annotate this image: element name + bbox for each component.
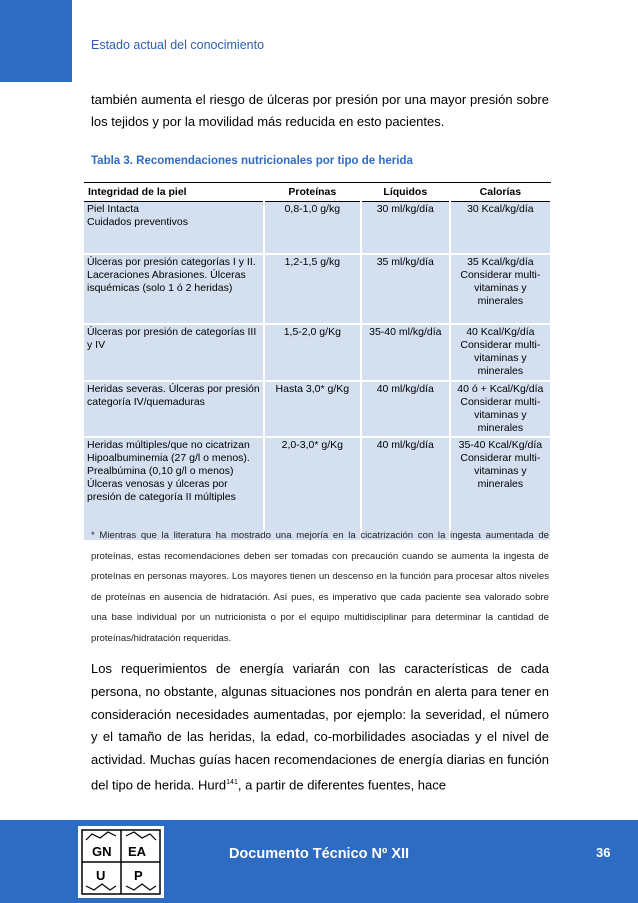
table-caption: Tabla 3. Recomendaciones nutricionales por tipo de herida xyxy=(91,155,413,167)
header-color-block xyxy=(0,0,72,82)
running-header: Estado actual del conocimiento xyxy=(91,38,265,52)
table-cell: 40 ml/kg/día xyxy=(361,381,450,437)
table-cell: 1,5-2,0 g/Kg xyxy=(264,324,361,381)
table-row xyxy=(84,324,551,381)
paragraph-text: Los requerimientos de energía variarán con las características de cada persona, no obstante, algunas situaciones nos pondrán en alerta para tener en consideración necesidades aumentadas, por ejemplo: la severidad, el número y el tamaño de las heridas, la edad, co-morbilidades asociadas y el nivel de actividad. Muchas guías hacen recomendaciones de energía diarias en función del tipo de herida. Hurd xyxy=(91,661,549,793)
table-cell: Heridas múltiples/que no cicatrizan Hipoalbuminemia (27 g/l o menos). Prealbúmina (0,10 g/l o menos) Úlceras venosas y úlceras por presión de categoría II múltiples xyxy=(84,437,264,541)
table-cell: 30 ml/kg/día xyxy=(361,202,450,254)
table-row xyxy=(84,437,551,541)
page-number: 36 xyxy=(596,845,611,860)
table-row xyxy=(84,254,551,324)
table-cell: Úlceras por presión de categorías III y IV xyxy=(84,324,264,381)
body-paragraph xyxy=(91,658,549,797)
table-cell: 2,0-3,0* g/Kg xyxy=(264,437,361,541)
header-liquidos: Líquidos xyxy=(361,183,450,202)
header-integridad: Integridad de la piel xyxy=(84,183,264,202)
citation-ref: 141 xyxy=(226,778,238,786)
table-cell: 30 Kcal/kg/día xyxy=(450,202,551,254)
header-proteinas: Proteínas xyxy=(264,183,361,202)
paragraph-tail: , a partir de diferentes fuentes, hace xyxy=(237,777,446,793)
logo-text-gn: GN xyxy=(92,844,112,859)
table-cell: Heridas severas. Úlceras por presión categoría IV/quemaduras xyxy=(84,381,264,437)
table-footnote: * Mientras que la literatura ha mostrado una mejoría en la cicatrización con la ingesta aumentada de proteínas, estas recomendaciones deben ser tomadas con precaución cuando se aumenta la ingesta de proteínas en personas mayores. Los mayores tienen un descenso en la función para procesar altos niveles de proteínas en ausencia de hidratación. Así pues, es imperativo que cada paciente sea valorado sobre una base individual por un nutricionista o por el equipo multidisciplinar para determinar la cantidad de proteínas/hidratación requeridas. xyxy=(91,530,549,644)
table-header-row xyxy=(84,183,551,202)
footer-document-title: Documento Técnico Nº XII xyxy=(228,846,410,862)
table-cell: 40 ó + Kcal/Kg/día Considerar multi-vitaminas y minerales xyxy=(450,381,551,437)
table-cell: 35 Kcal/kg/día Considerar multi-vitaminas y minerales xyxy=(450,254,551,324)
header-calorias: Calorías xyxy=(450,183,551,202)
nutrition-table xyxy=(84,182,552,542)
gneaup-logo xyxy=(78,826,164,898)
table-cell: 40 ml/kg/día xyxy=(361,437,450,541)
logo-text-u: U xyxy=(96,868,106,883)
table-cell: Hasta 3,0* g/Kg xyxy=(264,381,361,437)
table-cell: 35-40 Kcal/Kg/día Considerar multi-vitaminas y minerales xyxy=(450,437,551,541)
table-cell: 35-40 ml/kg/día xyxy=(361,324,450,381)
table-cell: 0,8-1,0 g/kg xyxy=(264,202,361,254)
table-cell: 1,2-1,5 g/kg xyxy=(264,254,361,324)
table-row xyxy=(84,202,551,254)
table-row xyxy=(84,381,551,437)
table-cell: 35 ml/kg/día xyxy=(361,254,450,324)
intro-paragraph: también aumenta el riesgo de úlceras por presión por una mayor presión sobre los tejidos y por la movilidad más reducida en esto pacientes. xyxy=(91,92,549,129)
logo-text-ea: EA xyxy=(128,844,147,859)
logo-text-p: P xyxy=(134,868,143,883)
table-cell: Úlceras por presión categorías I y II. Laceraciones Abrasiones. Úlceras isquémicas (solo 1 ó 2 heridas) xyxy=(84,254,264,324)
table-cell: 40 Kcal/Kg/día Considerar multi-vitaminas y minerales xyxy=(450,324,551,381)
table-cell: Piel Intacta Cuidados preventivos xyxy=(84,202,264,254)
